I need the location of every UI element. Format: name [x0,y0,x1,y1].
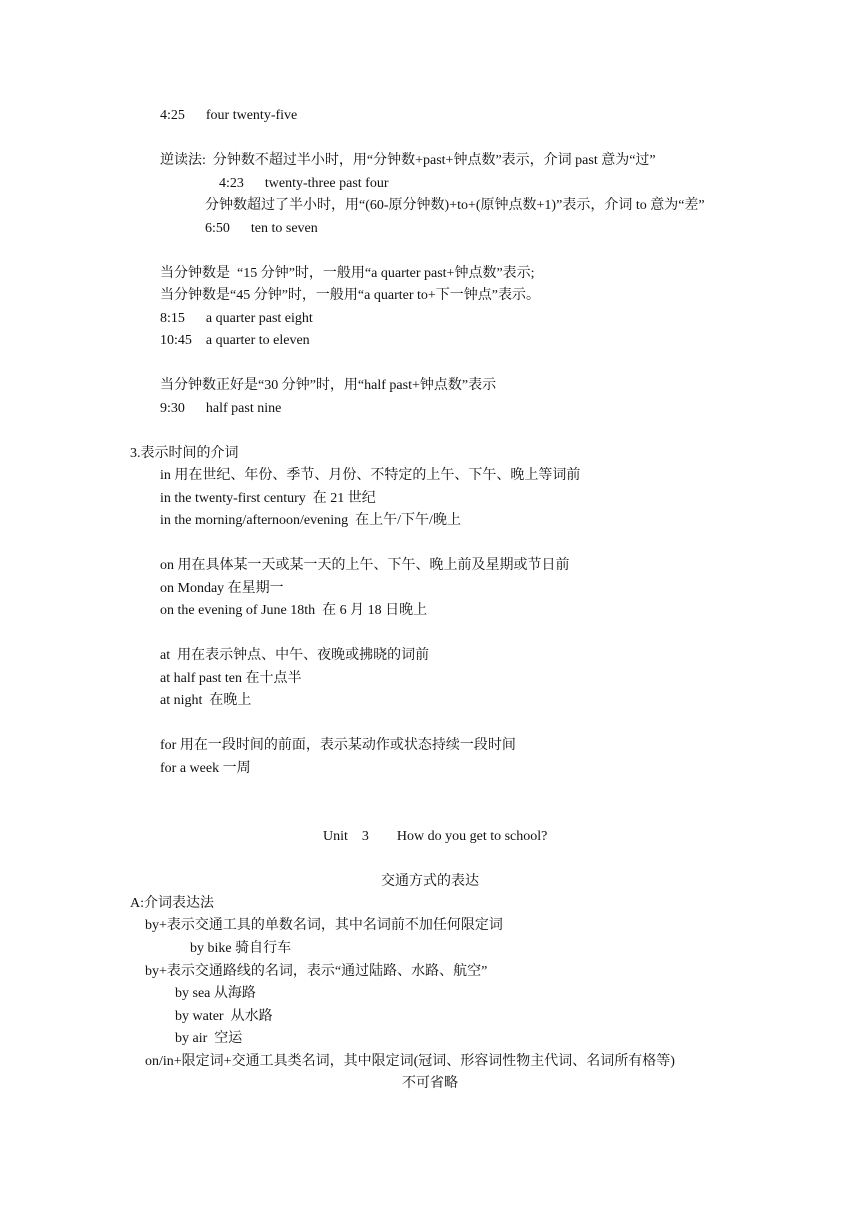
unit-title: Unit 3 How do you get to school? [323,829,548,844]
text-line: 当分钟数正好是“30 分钟”时，用“half past+钟点数”表示 [160,378,497,393]
text-line: in the twenty-first century 在 21 世纪 [160,491,376,506]
text-line: 9:30 half past nine [160,401,282,416]
text-line: for a week 一周 [160,761,251,776]
text-line: 8:15 a quarter past eight [160,311,313,326]
text-line: at half past ten 在十点半 [160,671,302,686]
text-line: in the morning/afternoon/evening 在上午/下午/晚上 [160,513,461,528]
text-line: by+表示交通路线的名词，表示“通过陆路、水路、航空” [145,964,488,979]
text-line: 分钟数超过了半小时，用“(60-原分钟数)+to+(原钟点数+1)”表示，介词 to 意为“差” [205,198,705,213]
section-title: 交通方式的表达 [381,874,479,889]
section-heading: 3.表示时间的介词 [130,446,239,461]
text-line: at night 在晚上 [160,693,252,708]
text-line: for 用在一段时间的前面，表示某动作或状态持续一段时间 [160,738,516,753]
text-line: at 用在表示钟点、中午、夜晚或拂晓的词前 [160,648,430,663]
text-line: on the evening of June 18th 在 6 月 18 日晚上 [160,603,428,618]
text-line: by sea 从海路 [175,986,256,1001]
text-line: by water 从水路 [175,1009,273,1024]
text-line: by bike 骑自行车 [190,941,292,956]
text-line: 逆读法: 分钟数不超过半小时，用“分钟数+past+钟点数”表示，介词 past 意为“过” [160,153,656,168]
text-line: on Monday 在星期一 [160,581,284,596]
text-line: 不可省略 [402,1076,458,1091]
text-line: 当分钟数是“45 分钟”时，一般用“a quarter to+下一钟点”表示。 [160,288,540,303]
text-line: 4:23 twenty-three past four [219,176,389,191]
text-line: on/in+限定词+交通工具类名词，其中限定词(冠词、形容词性物主代词、名词所有格等) [145,1054,675,1069]
text-line: in 用在世纪、年份、季节、月份、不特定的上午、下午、晚上等词前 [160,468,581,483]
text-line: 当分钟数是 “15 分钟”时，一般用“a quarter past+钟点数”表示; [160,266,535,281]
text-line: by air 空运 [175,1031,243,1046]
text-line: 10:45 a quarter to eleven [160,333,310,348]
text-line: by+表示交通工具的单数名词，其中名词前不加任何限定词 [145,918,503,933]
subsection-heading: A:介词表达法 [130,896,214,911]
text-line: 6:50 ten to seven [205,221,318,236]
text-line: 4:25 four twenty-five [160,108,298,123]
text-line: on 用在具体某一天或某一天的上午、下午、晚上前及星期或节日前 [160,558,570,573]
